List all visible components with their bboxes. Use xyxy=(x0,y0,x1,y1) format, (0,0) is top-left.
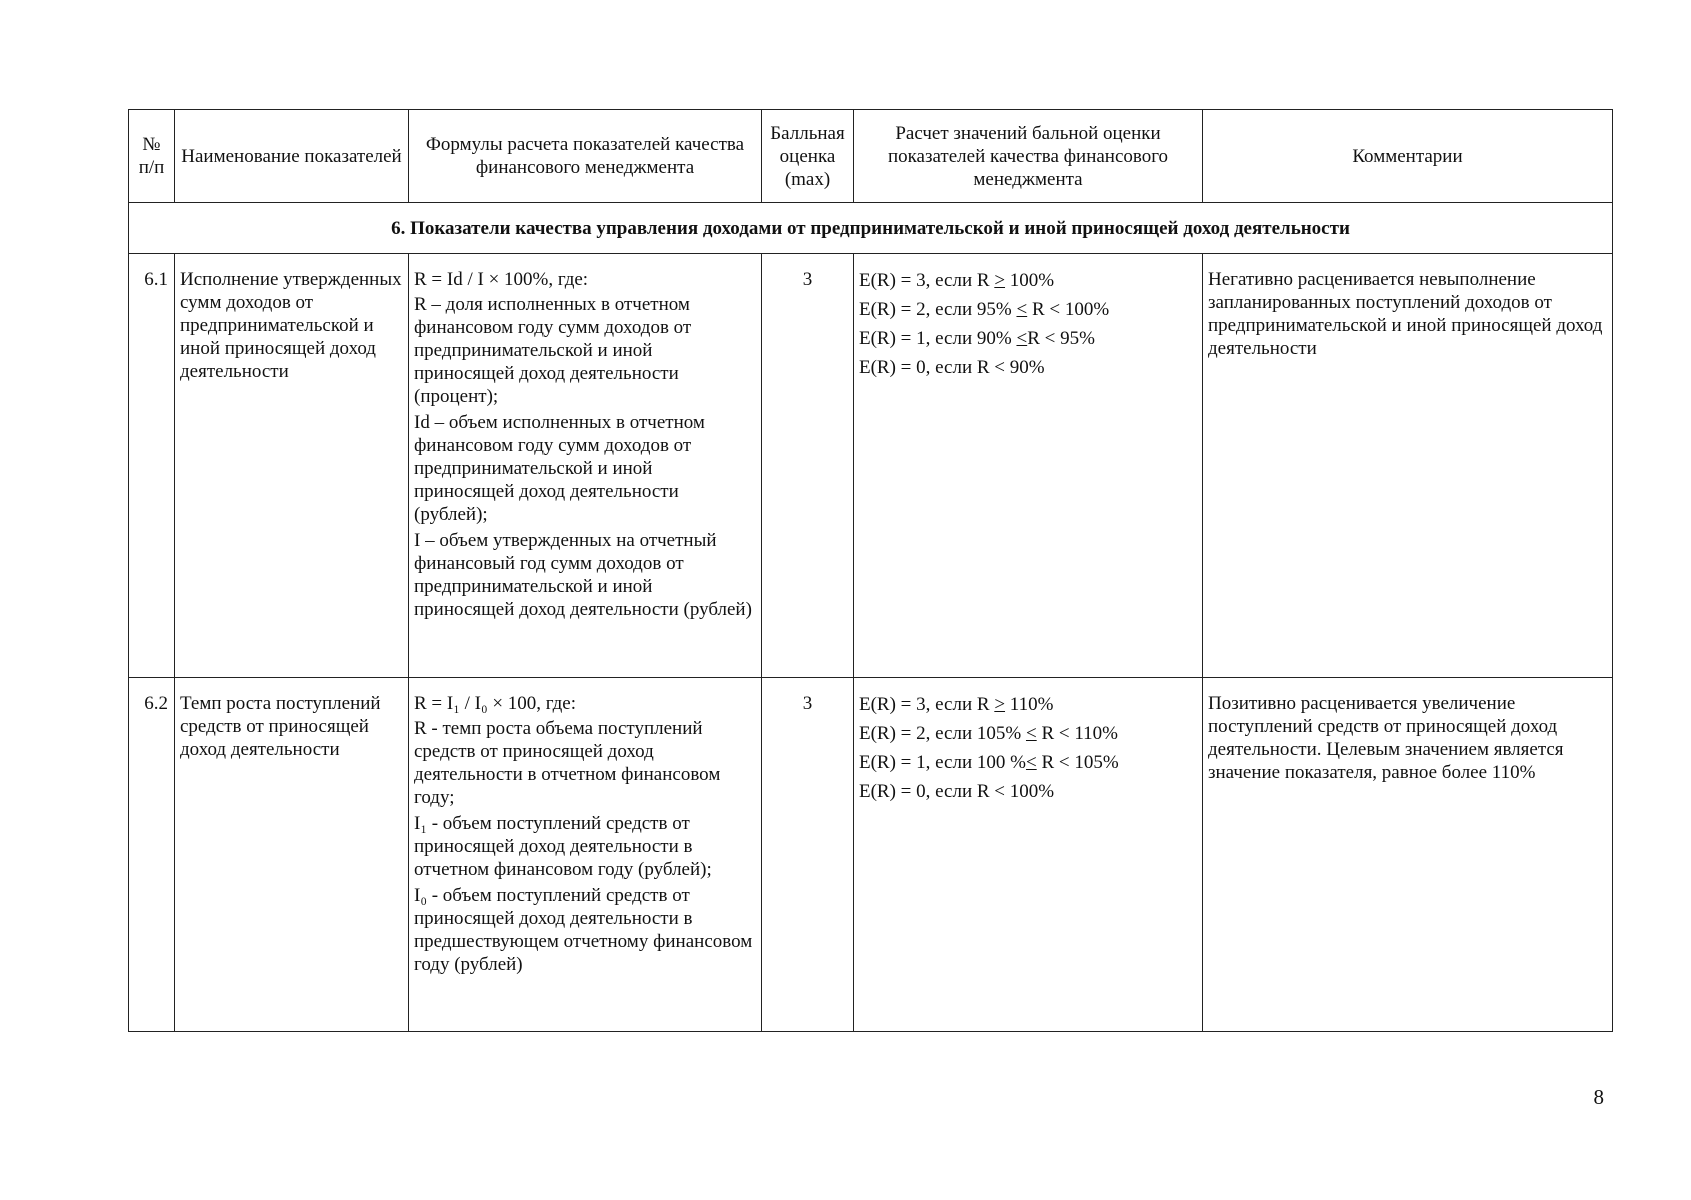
formula-main: R = I₁ / I₀ × 100, где: xyxy=(414,693,577,714)
header-num: № п/п xyxy=(129,110,175,203)
page-number: 8 xyxy=(1593,1085,1604,1109)
calc-line: E(R) = 1, если 100 %< R < 105% xyxy=(859,752,1119,773)
indicators-table xyxy=(128,109,1613,1032)
row-formula xyxy=(409,678,762,1032)
calc-line: E(R) = 3, если R > 110% xyxy=(859,694,1054,715)
row-score: 3 xyxy=(762,678,854,1032)
row-num: 6.1 xyxy=(129,254,175,678)
header-calc: Расчет значений бальной оценки показателей качества финансового менеджмента xyxy=(854,110,1203,203)
row-comment: Позитивно расценивается увеличение поступлений средств от приносящей доход деятельности. Целевым значением является значение показателя, равное более 110% xyxy=(1203,678,1613,1032)
row-calc xyxy=(854,254,1203,678)
row-formula xyxy=(409,254,762,678)
row-score: 3 xyxy=(762,254,854,678)
header-name: Наименование показателей xyxy=(175,110,409,203)
formula-a: Id – объем исполненных в отчетном финансовом году сумм доходов от предпринимательской и иной приносящей доход деятельности (рублей); xyxy=(414,412,705,525)
formula-r: R – доля исполненных в отчетном финансовом году сумм доходов от предпринимательской и иной приносящей доход деятельности (процент); xyxy=(414,294,692,407)
formula-a: I₁ - объем поступлений средств от приносящей доход деятельности в отчетном финансовом году (рублей); xyxy=(414,813,712,880)
calc-line: E(R) = 3, если R > 100% xyxy=(859,270,1055,291)
formula-r: R - темп роста объема поступлений средств от приносящей доход деятельности в отчетном финансовом году; xyxy=(414,718,721,808)
row-calc xyxy=(854,678,1203,1032)
document-table-container xyxy=(128,109,1612,1032)
table-row xyxy=(129,254,1613,678)
row-name: Темп роста поступлений средств от приносящей доход деятельности xyxy=(175,678,409,1032)
calc-line: E(R) = 2, если 95% < R < 100% xyxy=(859,299,1110,320)
formula-b: I₀ - объем поступлений средств от приносящей доход деятельности в предшествующем отчетному финансовом году (рублей) xyxy=(414,885,753,975)
header-formula: Формулы расчета показателей качества финансового менеджмента xyxy=(409,110,762,203)
section-row xyxy=(129,203,1613,254)
table-row xyxy=(129,678,1613,1032)
formula-b: I – объем утвержденных на отчетный финансовый год сумм доходов от предпринимательской и иной приносящей доход деятельности (рублей) xyxy=(414,530,752,620)
row-num: 6.2 xyxy=(129,678,175,1032)
header-score: Балльная оценка (max) xyxy=(762,110,854,203)
calc-line: E(R) = 1, если 90% <R < 95% xyxy=(859,328,1095,349)
calc-line: E(R) = 0, если R < 100% xyxy=(859,781,1055,802)
row-name: Исполнение утвержденных сумм доходов от предпринимательской и иной приносящей доход деятельности xyxy=(175,254,409,678)
header-comment: Комментарии xyxy=(1203,110,1613,203)
table-header-row xyxy=(129,110,1613,203)
row-comment: Негативно расценивается невыполнение запланированных поступлений доходов от предпринимательской и иной приносящей доход деятельности xyxy=(1203,254,1613,678)
section-title: 6. Показатели качества управления доходами от предпринимательской и иной приносящей доход деятельности xyxy=(129,203,1613,254)
calc-line: E(R) = 0, если R < 90% xyxy=(859,357,1045,378)
calc-line: E(R) = 2, если 105% < R < 110% xyxy=(859,723,1118,744)
formula-main: R = Id / I × 100%, где: xyxy=(414,269,589,290)
